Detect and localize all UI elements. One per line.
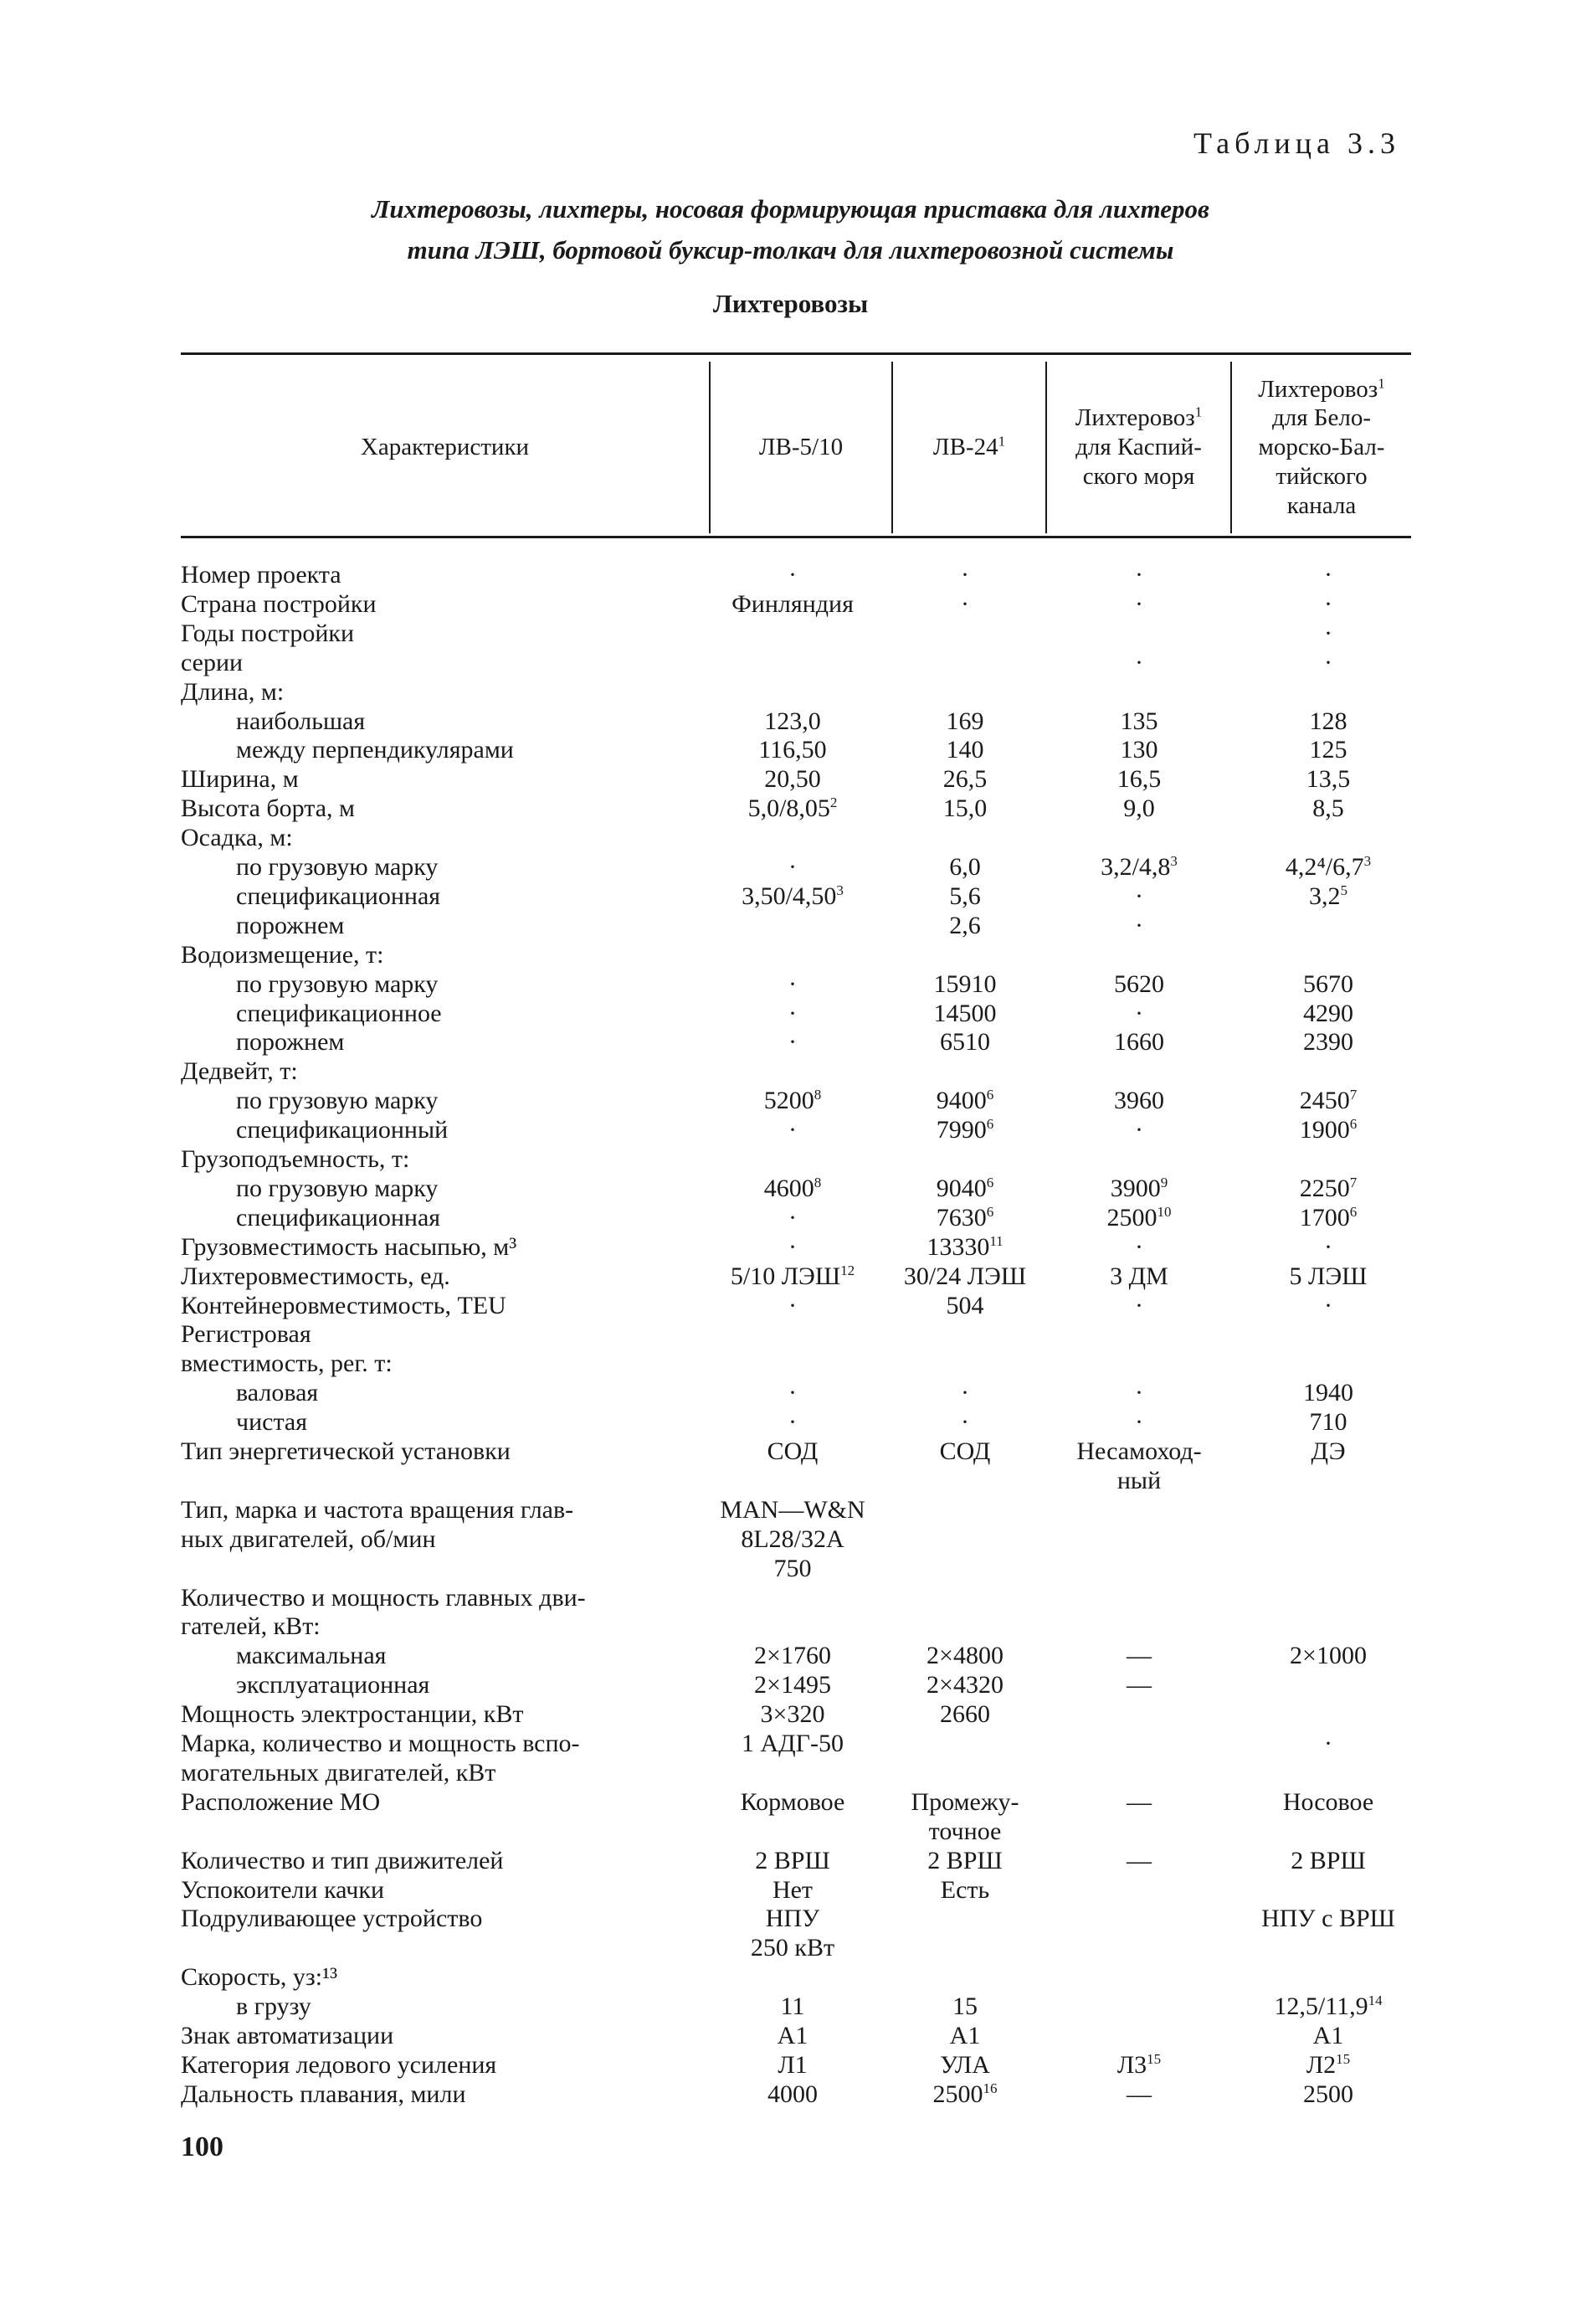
table-row: [0, 1583, 1581, 1612]
cell-col-2: 26,5: [942, 765, 988, 794]
table-title-line-2: типа ЛЭШ, бортовой буксир-толкач для лихтеровозной системы: [407, 235, 1174, 265]
cell-col-2: 6,0: [949, 853, 981, 881]
row-label: Подруливающее устройство: [181, 1905, 483, 1933]
table-row: [0, 911, 1581, 940]
table-row: [0, 1641, 1581, 1670]
footnote-marker: 5: [1340, 882, 1347, 898]
cell-col-1: MAN—W&N: [720, 1495, 865, 1524]
cell-col-3: ный: [1116, 1466, 1162, 1494]
cell-col-4: 1900$^6$: [1299, 1116, 1358, 1144]
cell-col-2: УЛА: [940, 2050, 990, 2079]
cell-col-3: —: [1127, 1642, 1152, 1670]
table-row: [0, 1291, 1581, 1320]
row-label: спецификационный: [236, 1116, 449, 1144]
cell-col-1: Кормовое: [740, 1787, 845, 1816]
table-row: [0, 735, 1581, 764]
table-row: [0, 764, 1581, 794]
cell-col-3: ·: [1135, 1232, 1143, 1261]
row-label: Скорость, уз:¹³: [181, 1963, 338, 1992]
cell-col-2: 15910: [933, 969, 997, 998]
cell-col-2: точное: [928, 1817, 1002, 1845]
cell-col-3: ·: [1135, 1379, 1143, 1407]
cell-col-2: 2660: [940, 1700, 990, 1729]
cell-col-1: Нет: [772, 1875, 814, 1904]
cell-col-3: ·: [1135, 561, 1143, 589]
row-label: Водоизмещение, т:: [181, 940, 384, 969]
footnote-marker: 6: [986, 1087, 994, 1103]
cell-col-4: 2 ВРШ: [1291, 1846, 1366, 1874]
cell-col-3: 5620: [1114, 969, 1164, 998]
footnote-marker: 11: [989, 1232, 1004, 1249]
cell-col-3: —: [1127, 1671, 1152, 1699]
footnote-marker: 6: [1349, 1116, 1358, 1133]
table-row: [0, 707, 1581, 736]
row-label: Грузовместимость насыпью, м³: [181, 1232, 517, 1261]
cell-col-4: НПУ с ВРШ: [1261, 1905, 1395, 1933]
cell-col-3: 3 ДМ: [1110, 1262, 1168, 1290]
footnote-marker: 12: [840, 1262, 855, 1278]
footnote-marker: 8: [814, 1087, 822, 1103]
cell-col-2: A1: [949, 2022, 981, 2049]
cell-col-2: 2500$^{16}$: [932, 2080, 998, 2108]
cell-col-3: 9,0: [1123, 794, 1155, 823]
cell-col-3: 16,5: [1116, 765, 1162, 794]
cell-col-1: 1 АДГ-50: [742, 1730, 844, 1757]
row-label: Регистровая: [181, 1320, 311, 1349]
row-label: по грузовую марку: [236, 1087, 439, 1115]
table-row: [0, 1086, 1581, 1115]
table-row: [0, 1203, 1581, 1232]
row-label: эксплуатационная: [236, 1671, 430, 1699]
table-row: [0, 999, 1581, 1028]
row-label: чистая: [236, 1408, 308, 1437]
cell-col-1: 750: [773, 1554, 812, 1582]
cell-col-4: 710: [1309, 1408, 1347, 1437]
table-row: [0, 1437, 1581, 1466]
footnote-marker: 3: [836, 882, 844, 898]
table-row: [0, 794, 1581, 823]
table-row: [0, 589, 1581, 619]
cell-col-1: 2×1760: [754, 1642, 831, 1670]
cell-col-2: 504: [946, 1291, 984, 1319]
row-label: Осадка, м:: [181, 824, 293, 852]
table-row: [0, 1817, 1581, 1846]
header-col-lv-5-10: ЛВ-5/10: [758, 434, 844, 461]
cell-col-2: 15,0: [942, 794, 988, 823]
table-row: [0, 1904, 1581, 1933]
footnote-marker: 8: [814, 1174, 822, 1190]
footnote-marker: 6: [986, 1116, 994, 1133]
page-number: 100: [181, 2131, 223, 2162]
table-row: [0, 2050, 1581, 2080]
header-characteristics: Характеристики: [360, 434, 530, 461]
table-row: [0, 1232, 1581, 1262]
table-row: [0, 1787, 1581, 1817]
table-row: [0, 1729, 1581, 1758]
table-row: [0, 852, 1581, 882]
cell-col-1: Финляндия: [731, 589, 854, 618]
cell-col-2: ·: [961, 589, 969, 618]
row-label: Грузоподъемность, т:: [181, 1145, 410, 1173]
cell-col-4: ·: [1324, 619, 1332, 647]
cell-col-1: 116,50: [758, 736, 827, 764]
cell-col-3: ·: [1135, 882, 1143, 910]
cell-col-1: 3,50/4,50$^3$: [742, 882, 844, 910]
cell-col-1: ·: [788, 999, 797, 1027]
row-label: Расположение МО: [181, 1787, 381, 1816]
cell-col-2: ·: [961, 1408, 969, 1437]
footnote-marker: 15: [1336, 2050, 1351, 2067]
row-label: Тип энергетической установки: [181, 1437, 511, 1465]
table-row: [0, 1933, 1581, 1962]
table-row: [0, 1378, 1581, 1407]
cell-col-1: НПУ: [765, 1905, 820, 1933]
cell-col-1: 20,50: [764, 765, 821, 794]
table-row: [0, 648, 1581, 677]
table-row: [0, 1612, 1581, 1641]
row-label: Лихтеровместимость, ед.: [181, 1262, 450, 1290]
table-row: [0, 619, 1581, 648]
row-label: наибольшая: [236, 707, 366, 735]
row-label: ных двигателей, об/мин: [181, 1524, 436, 1553]
cell-col-1: ·: [788, 561, 797, 589]
cell-col-2: 2 ВРШ: [927, 1846, 1003, 1874]
cell-col-1: ·: [788, 1203, 797, 1231]
cell-col-2: 7630$^6$: [936, 1203, 994, 1231]
cell-col-4: ·: [1324, 589, 1332, 618]
footnote-marker: 6: [1349, 1203, 1358, 1220]
table-row: [0, 1319, 1581, 1349]
row-label: спецификационная: [236, 1203, 441, 1231]
cell-col-3: ·: [1135, 1116, 1143, 1144]
cell-col-4: Носовое: [1282, 1787, 1374, 1816]
footnote-marker: 7: [1349, 1087, 1358, 1103]
row-label: Ширина, м: [181, 765, 299, 794]
cell-col-4: 5670: [1303, 969, 1353, 998]
cell-col-3: ·: [1135, 999, 1143, 1027]
cell-col-3: ·: [1135, 1408, 1143, 1437]
cell-col-4: 2450$^7$: [1299, 1087, 1358, 1115]
table-row: [0, 1057, 1581, 1086]
cell-col-2: 6510: [940, 1028, 990, 1057]
cell-col-4: 125: [1309, 736, 1347, 764]
row-label: спецификационное: [236, 999, 442, 1027]
table-row: [0, 1758, 1581, 1787]
header-col-lv-24: $ЛВ-24^1$: [932, 433, 1006, 461]
table-row: [0, 969, 1581, 999]
cell-col-1: 2 ВРШ: [755, 1846, 830, 1874]
cell-col-3: Несамоход-: [1076, 1437, 1202, 1465]
cell-col-4: 8,5: [1312, 794, 1344, 823]
table-row: [0, 1174, 1581, 1203]
row-label: порожнем: [236, 1028, 345, 1057]
cell-col-1: Л1: [778, 2050, 808, 2079]
footnote-marker: 3: [1170, 853, 1178, 869]
cell-col-1: 8L28/32A: [741, 1524, 844, 1553]
cell-col-1: 5200$^8$: [763, 1087, 822, 1115]
cell-col-3: 1660: [1114, 1028, 1164, 1057]
cell-col-3: —: [1127, 1846, 1152, 1874]
cell-col-2: Есть: [940, 1875, 990, 1904]
cell-col-1: 4600$^8$: [763, 1174, 822, 1202]
row-label: Успокоители качки: [181, 1875, 385, 1904]
table-row: [0, 1962, 1581, 1992]
cell-col-1: ·: [788, 1408, 797, 1437]
table-subtitle: Лихтеровозы: [712, 289, 869, 318]
row-label: могательных двигателей, кВт: [181, 1758, 496, 1787]
cell-col-4: ·: [1324, 648, 1332, 676]
cell-col-1: ·: [788, 1232, 797, 1261]
cell-col-3: 2500$^{10}$: [1106, 1203, 1172, 1231]
row-label: Страна постройки: [181, 589, 377, 618]
cell-col-3: ·: [1135, 911, 1143, 939]
row-label: гателей, кВт:: [181, 1612, 321, 1641]
row-label: Количество и тип движителей: [181, 1846, 504, 1874]
row-label: по грузовую марку: [236, 969, 439, 998]
table-row: [0, 2021, 1581, 2050]
table-row: [0, 1992, 1581, 2021]
cell-col-1: 123,0: [764, 707, 821, 735]
table-row: [0, 1495, 1581, 1524]
cell-col-2: 9400$^6$: [936, 1087, 994, 1115]
cell-col-3: ·: [1135, 648, 1143, 676]
cell-col-4: $3,2^5$: [1309, 882, 1347, 910]
row-label: Количество и мощность главных дви-: [181, 1583, 586, 1612]
cell-col-2: 2×4320: [927, 1671, 1004, 1699]
cell-col-2: 9040$^6$: [936, 1174, 994, 1202]
table-row: [0, 1349, 1581, 1378]
cell-col-1: 5/10 ЛЭШ$^{12}$: [730, 1262, 855, 1290]
footnote-marker: 15: [1147, 2050, 1162, 2067]
row-label: порожнем: [236, 911, 345, 939]
row-label: Знак автоматизации: [181, 2022, 394, 2049]
cell-col-4: 2500: [1303, 2080, 1353, 2108]
cell-col-3: 130: [1120, 736, 1158, 764]
cell-col-1: ·: [788, 1116, 797, 1144]
cell-col-4: ·: [1324, 1232, 1332, 1261]
cell-col-2: 14500: [933, 999, 997, 1027]
cell-col-1: ·: [788, 1291, 797, 1319]
table-row: [0, 677, 1581, 707]
cell-col-3: 3900$^9$: [1110, 1174, 1168, 1202]
row-label: Категория ледового усиления: [181, 2050, 497, 2079]
table-row: [0, 1115, 1581, 1144]
table-row: [0, 882, 1581, 911]
cell-col-4: ДЭ: [1311, 1437, 1346, 1465]
cell-col-1: 11: [780, 1992, 805, 2021]
cell-col-2: 2×4800: [927, 1642, 1004, 1670]
table-top-rule: [181, 352, 1411, 355]
row-label: серии: [181, 648, 244, 676]
header-col-white-baltic: Лихтеровоз$^1$ для Бело- морско-Бал- тийского канала: [1258, 374, 1385, 519]
cell-col-1: ·: [788, 1379, 797, 1407]
row-label: Длина, м:: [181, 677, 285, 706]
table-row: [0, 1027, 1581, 1057]
cell-col-3: ·: [1135, 1291, 1143, 1319]
cell-col-2: ·: [961, 1379, 969, 1407]
table-number: Таблица 3.3: [1193, 126, 1400, 160]
table-row: [0, 1262, 1581, 1291]
cell-col-4: 12,5/11,9$^{14}$: [1274, 1992, 1383, 2021]
table-row: [0, 940, 1581, 969]
cell-col-3: ·: [1135, 589, 1143, 618]
cell-col-3: —: [1127, 1787, 1152, 1816]
footnote-marker: 6: [986, 1174, 994, 1190]
footnote-marker: 9: [1160, 1174, 1168, 1190]
cell-col-4: 13,5: [1306, 765, 1351, 794]
footnote-marker: 16: [983, 2080, 998, 2096]
cell-col-4: 1700$^6$: [1299, 1203, 1358, 1231]
row-label: между перпендикулярами: [236, 736, 514, 764]
table-title-line-1: Лихтеровозы, лихтеры, носовая формирующая приставка для лихтеров: [372, 194, 1209, 224]
cell-col-4: ·: [1324, 561, 1332, 589]
cell-col-2: 140: [946, 736, 984, 764]
cell-col-1: ·: [788, 969, 797, 998]
cell-col-1: A1: [777, 2022, 808, 2049]
table-row: [0, 1407, 1581, 1437]
cell-col-2: 5,6: [949, 882, 981, 910]
row-label: Тип, марка и частота вращения глав-: [181, 1495, 574, 1524]
cell-col-1: ·: [788, 1028, 797, 1057]
cell-col-3: $Л3^{15}$: [1116, 2050, 1162, 2079]
row-label: валовая: [236, 1379, 319, 1407]
cell-col-2: ·: [961, 561, 969, 589]
row-label: Марка, количество и мощность вспо-: [181, 1730, 580, 1757]
row-label: Номер проекта: [181, 561, 341, 589]
cell-col-2: 2,6: [949, 911, 981, 939]
table-row: [0, 2080, 1581, 2109]
row-label: Высота борта, м: [181, 794, 356, 823]
cell-col-2: 169: [946, 707, 984, 735]
cell-col-1: 250 кВт: [750, 1934, 835, 1962]
row-label: по грузовую марку: [236, 853, 439, 881]
cell-col-2: 15: [952, 1992, 978, 2021]
cell-col-4: 5 ЛЭШ: [1289, 1262, 1368, 1290]
cell-col-3: —: [1127, 2080, 1152, 2108]
cell-col-4: 128: [1309, 707, 1347, 735]
header-col-caspian: Лихтеровоз$^1$ для Каспий- ского моря: [1075, 404, 1203, 490]
cell-col-1: 5,0/8,05$^2$: [747, 794, 838, 823]
cell-col-2: 7990$^6$: [936, 1116, 994, 1144]
cell-col-4: 2×1000: [1290, 1642, 1367, 1670]
cell-col-4: ·: [1324, 1730, 1332, 1757]
cell-col-4: $4,2^4/6,7^3$: [1285, 853, 1372, 881]
cell-col-3: 3960: [1114, 1087, 1164, 1115]
table-row: [0, 1846, 1581, 1875]
row-label: вместимость, рег. т:: [181, 1350, 393, 1378]
table-header-rule: [181, 536, 1411, 538]
table-row: [0, 560, 1581, 589]
cell-col-4: ·: [1324, 1291, 1332, 1319]
cell-col-3: $3,2/4,8^3$: [1101, 853, 1178, 881]
row-label: максимальная: [236, 1642, 387, 1670]
cell-col-4: 2390: [1303, 1028, 1353, 1057]
footnote-marker: 10: [1157, 1203, 1172, 1220]
cell-col-1: 2×1495: [754, 1671, 831, 1699]
table-row: [0, 1875, 1581, 1905]
cell-col-2: СОД: [939, 1437, 991, 1465]
table-row: [0, 823, 1581, 852]
cell-col-3: 135: [1120, 707, 1158, 735]
table-row: [0, 1554, 1581, 1583]
footnote-marker: 7: [1349, 1174, 1358, 1190]
cell-col-4: $Л2^{15}$: [1306, 2050, 1351, 2079]
footnote-marker: 3: [1363, 853, 1372, 869]
row-label: Годы постройки: [181, 619, 355, 647]
row-label: Дальность плавания, мили: [181, 2080, 466, 2108]
table-row: [0, 1699, 1581, 1729]
table-row: [0, 1466, 1581, 1495]
cell-col-4: 2250$^7$: [1299, 1174, 1358, 1202]
row-label: в грузу: [236, 1992, 311, 2021]
cell-col-2: 30/24 ЛЭШ: [903, 1262, 1027, 1290]
row-label: Дедвейт, т:: [181, 1057, 298, 1086]
footnote-marker: 2: [829, 794, 838, 811]
cell-col-1: ·: [788, 853, 797, 881]
row-label: по грузовую марку: [236, 1174, 439, 1202]
cell-col-4: A1: [1312, 2022, 1344, 2049]
cell-col-4: 1940: [1303, 1379, 1353, 1407]
table-row: [0, 1144, 1581, 1174]
cell-col-1: 3×320: [760, 1700, 825, 1729]
table-row: [0, 1670, 1581, 1699]
footnote-marker: 14: [1368, 1992, 1383, 2009]
row-label: Мощность электростанции, кВт: [181, 1700, 524, 1729]
footnote-marker: 6: [986, 1203, 994, 1220]
row-label: Контейнеровместимость, TEU: [181, 1291, 506, 1319]
cell-col-1: 4000: [767, 2080, 818, 2108]
cell-col-4: 4290: [1303, 999, 1353, 1027]
table-row: [0, 1524, 1581, 1554]
row-label: спецификационная: [236, 882, 441, 910]
cell-col-1: СОД: [767, 1437, 819, 1465]
cell-col-2: 13330$^{11}$: [927, 1232, 1004, 1261]
cell-col-2: Промежу-: [911, 1787, 1019, 1816]
